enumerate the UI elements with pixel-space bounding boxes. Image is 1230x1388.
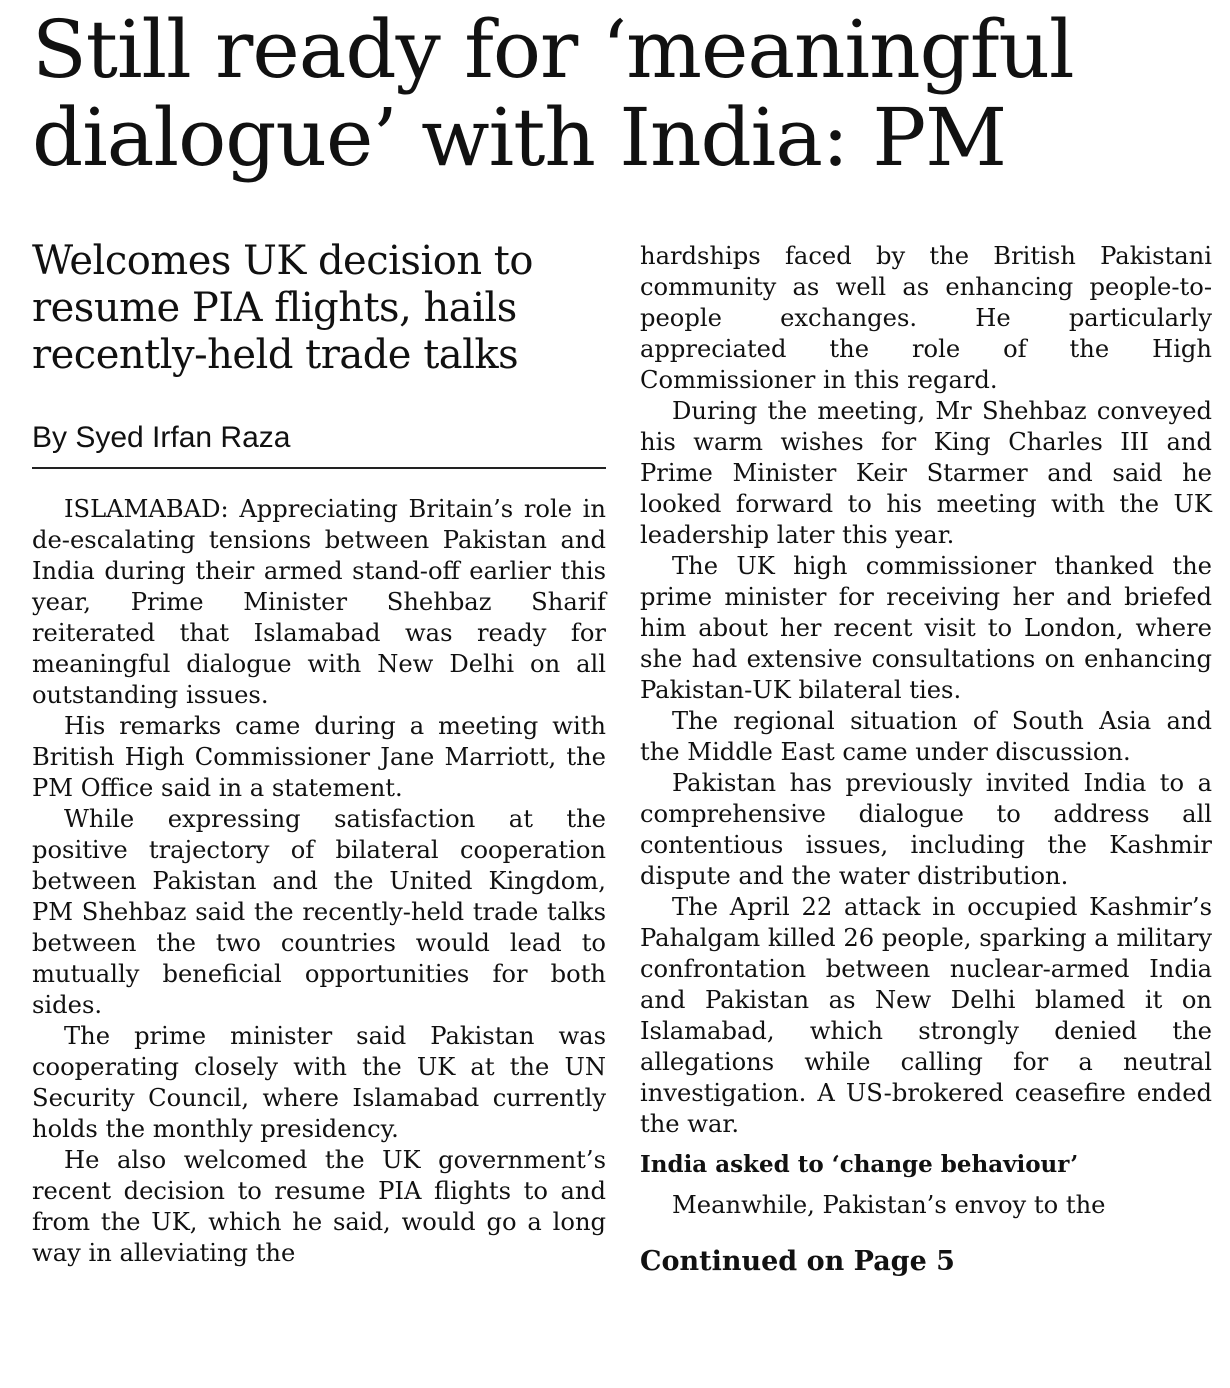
subhead: India asked to ‘change behaviour’ — [640, 1151, 1079, 1178]
left-column-body — [32, 494, 606, 1269]
paragraph: The April 22 attack in occupied Kashmir’s Pahalgam killed 26 people, sparking a military confrontation between nuclear-armed India and Pakistan as New Delhi blamed it on Islamabad, which strongly denied the allegations while calling for a neutral investigation. A US-brokered ceasefire ended the war. — [640, 893, 1212, 1138]
paragraph: During the meeting, Mr Shehbaz conveyed his warm wishes for King Charles III and Prime Minister Keir Starmer and said he looked forward to his meeting with the UK leadership later this year. — [640, 397, 1212, 549]
deck: Welcomes UK decision to resume PIA flights, hails recently-held trade talks — [32, 238, 533, 378]
headline-line-2: dialogue’ with India: PM — [32, 91, 1007, 184]
left-column — [32, 238, 606, 1269]
headline-line-1: Still ready for ‘meaningful — [32, 3, 1074, 96]
paragraph: Meanwhile, Pakistan’s envoy to the — [672, 1191, 1106, 1219]
paragraph: He also welcomed the UK government’s recent decision to resume PIA flights to and from the UK, which he said, would go a long way in alleviating the — [32, 1146, 606, 1267]
continued-link[interactable]: Continued on Page 5 — [640, 1246, 955, 1277]
paragraph: Pakistan has previously invited India to a comprehensive dialogue to address all contentious issues, including the Kashmir dispute and the water distribution. — [640, 769, 1212, 890]
byline: By Syed Irfan Raza — [32, 421, 606, 469]
paragraph: His remarks came during a meeting with British High Commissioner Jane Marriott, the PM Office said in a statement. — [32, 712, 606, 802]
paragraph: The prime minister said Pakistan was cooperating closely with the UK at the UN Security Council, where Islamabad currently holds the monthly presidency. — [32, 1022, 606, 1143]
paragraph: While expressing satisfaction at the positive trajectory of bilateral cooperation between Pakistan and the United Kingdom, PM Shehbaz said the recently-held trade talks between the two countries would lead to mutually beneficial opportunities for both sides. — [32, 805, 606, 1019]
paragraph: hardships faced by the British Pakistani community as well as enhancing people-to-people exchanges. He particularly appreciated the role of the High Commissioner in this regard. — [640, 242, 1212, 394]
paragraph: The regional situation of South Asia and the Middle East came under discussion. — [640, 707, 1212, 766]
paragraph: The UK high commissioner thanked the prime minister for receiving her and briefed him about her recent visit to London, where she had extensive consultations on enhancing Pakistan-UK bilateral ties. — [640, 552, 1212, 704]
paragraph: ISLAMABAD: Appreciating Britain’s role in de-escalating tensions between Pakistan and India during their armed stand-off earlier this year, Prime Minister Shehbaz Sharif reiterated that Islamabad was ready for meaningful dialogue with New Delhi on all outstanding issues. — [32, 495, 606, 709]
right-column — [640, 241, 1212, 1279]
headline — [32, 3, 1212, 184]
